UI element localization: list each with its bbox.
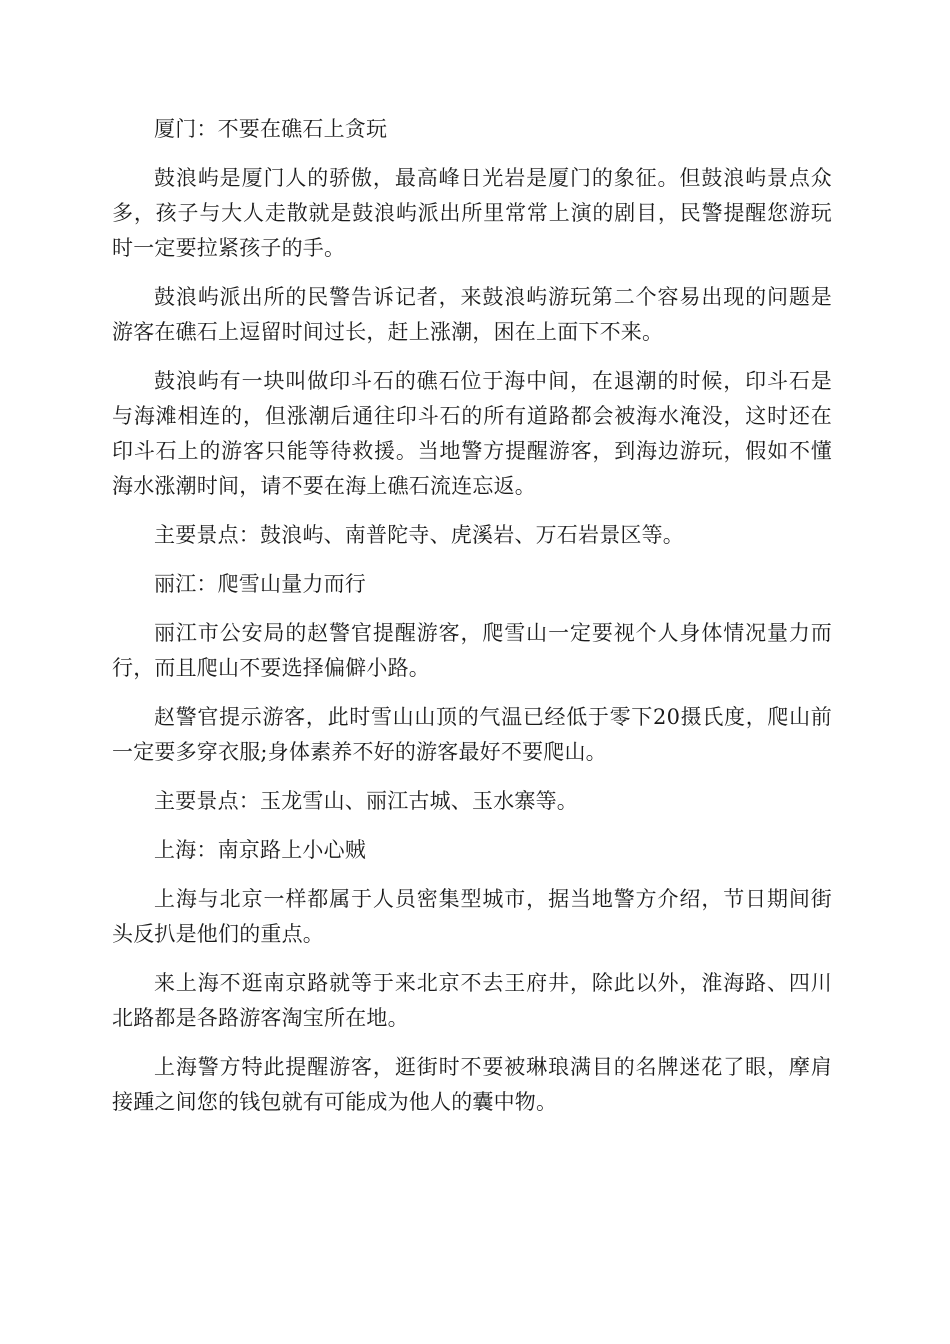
paragraph: 上海与北京一样都属于人员密集型城市，据当地警方介绍，节日期间街头反扒是他们的重点。: [112, 887, 832, 946]
section-heading-lijiang: 丽江：爬雪山量力而行: [154, 572, 366, 596]
paragraph: 鼓浪屿有一块叫做印斗石的礁石位于海中间，在退潮的时候，印斗石是与海滩相连的，但涨潮后通往印斗石的所有道路都会被海水淹没，这时还在印斗石上的游客只能等待救援。当地警方提醒游客，到海边游玩，假如不懂海水涨潮时间，请不要在海上礁石流连忘返。: [112, 369, 832, 498]
paragraph: 鼓浪屿派出所的民警告诉记者，来鼓浪屿游玩第二个容易出现的问题是游客在礁石上逗留时间过长，赶上涨潮，困在上面下不来。: [112, 285, 832, 344]
paragraph: 赵警官提示游客，此时雪山山顶的气温已经低于零下20摄氏度，爬山前一定要多穿衣服;身体素养不好的游客最好不要爬山。: [112, 705, 832, 764]
paragraph: 来上海不逛南京路就等于来北京不去王府井，除此以外，淮海路、四川北路都是各路游客淘宝所在地。: [112, 971, 832, 1030]
main-attractions-xiamen: 主要景点：鼓浪屿、南普陀寺、虎溪岩、万石岩景区等。: [154, 523, 684, 547]
main-attractions-lijiang: 主要景点：玉龙雪山、丽江古城、玉水寨等。: [154, 789, 578, 813]
paragraph: 丽江市公安局的赵警官提醒游客，爬雪山一定要视个人身体情况量力而行，而且爬山不要选择偏僻小路。: [112, 621, 832, 680]
paragraph: 上海警方特此提醒游客，逛街时不要被琳琅满目的名牌迷花了眼，摩肩接踵之间您的钱包就有可能成为他人的囊中物。: [112, 1055, 832, 1114]
section-heading-shanghai: 上海：南京路上小心贼: [154, 838, 366, 862]
document-page: [112, 112, 832, 1134]
section-heading-xiamen: 厦门：不要在礁石上贪玩: [154, 117, 388, 141]
paragraph: 鼓浪屿是厦门人的骄傲，最高峰日光岩是厦门的象征。但鼓浪屿景点众多，孩子与大人走散就是鼓浪屿派出所里常常上演的剧目，民警提醒您游玩时一定要拉紧孩子的手。: [112, 166, 832, 260]
